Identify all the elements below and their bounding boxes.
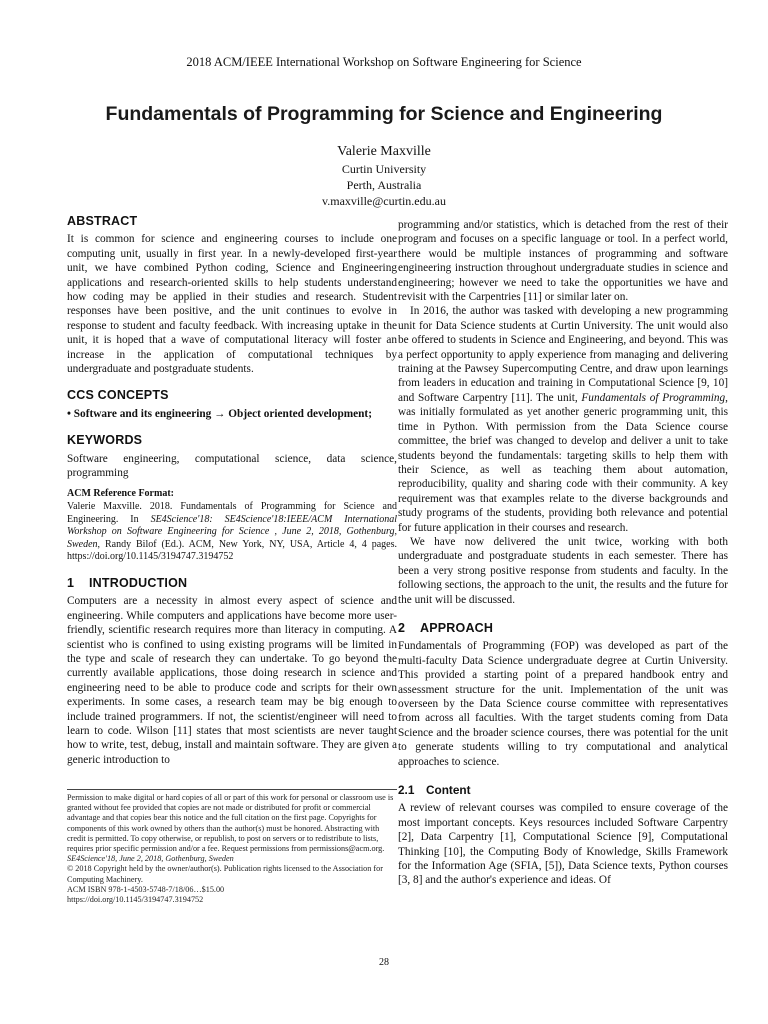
introduction-heading [67, 576, 397, 590]
ccs-heading: CCS CONCEPTS [67, 388, 169, 403]
paper-title: Fundamentals of Programming for Science and Engineering [105, 103, 663, 125]
reference-format-text [67, 501, 397, 564]
author-name: Valerie Maxville [337, 144, 431, 159]
intro-continuation: programming and/or statistics, which is detached from the rest of their program and focuses on a specific language or tool. In a perfect world, there would be multiple instances of programming and software engineering instruction throughout undergraduate studies in science and engineering; however we need to take the opportunities we have and revisit with the Carpentries [11] or similar later on. [398, 219, 728, 304]
author-affiliation: Curtin University [341, 162, 427, 176]
reference-format-part2: , Randy Bilof (Ed.). ACM, New York, NY, USA, Article 4, 4 pages. https://doi.org/10.1145/3194747.3194752 [67, 538, 397, 563]
copyright-footnote [67, 789, 397, 905]
footnote-doi[interactable]: https://doi.org/10.1145/3194747.3194752 [67, 895, 204, 905]
author-location: Perth, Australia [346, 178, 422, 192]
right-column [398, 218, 728, 888]
approach-title: APPROACH [420, 620, 494, 635]
content-text: A review of relevant courses was compiled to ensure coverage of the most important concepts. Keys resources included Software Carpentry [2], Data Carpentry [1], Computational Science [9], Computational Thinking [10], the Computing Body of Knowledge, Skills Framework for the Information Age (SFIA, [5]), Data Science texts, Python courses [3, 8] and the author's experience and ideas. Of [398, 802, 728, 887]
footnote-copyright: © 2018 Copyright held by the owner/author(s). Publication rights licensed to the Association for Computing Machinery. [67, 864, 383, 884]
introduction-title: INTRODUCTION [89, 575, 188, 590]
keywords-text: Software engineering, computational science, data science, programming [67, 452, 397, 480]
reference-format-part1: Valerie Maxville. 2018. Fundamentals of Programming for Science and Engineering. In [67, 500, 397, 525]
ccs-item: • Software and its engineering → Object oriented development; [67, 407, 372, 420]
page-number: 28 [379, 957, 389, 968]
footnote-isbn: ACM ISBN 978-1-4503-5748-7/18/06…$15.00 [67, 884, 225, 894]
keywords-heading: KEYWORDS [67, 433, 143, 448]
author-email[interactable]: v.maxville@curtin.edu.au [322, 194, 446, 208]
intro-paragraph-3: We have now delivered the unit twice, working with both undergraduate and postgraduate students in each semester. There has been a very strong positive response from students and faculty. In the following sections, the approach to the unit, the results and the future for the unit will be discussed. [398, 535, 728, 606]
introduction-text: Computers are a necessity in almost every aspect of science and engineering. While computers and applications have become more user-friendly, scientific research requires more than literacy in computing. A scientist who is confined to using existing programs will be limited in the type and scale of research they can undertake. To go beyond the currently available applications, those doing research in science and engineering need to be able to produce code and scripts for their own experiments. In some cases, a research team may be big enough to include trained programmers. If not, the scientist/engineer will need to learn to code. Wilson [11] states that most scientists are never taught how to write, test, debug, install and maintain software. They are given a generic introduction to [67, 595, 397, 766]
approach-text: Fundamentals of Programming (FOP) was developed as part of the multi-faculty Data Science undergraduate degree at Curtin University. This provided a starting point of a prepared handbook entry and assessment structure for the unit. Implementation of the unit was overseen by the Data Science course committee with representatives from across all faculties. With the target students coming from Data Science and the broader science courses, there was potential for the unit to generate students willing to try computational and analytical approaches to science. [398, 640, 728, 768]
footnote-venue: SE4Science'18, June 2, 2018, Gothenburg, Sweden [67, 854, 234, 864]
reference-format-venue: SE4Science'18: SE4Science'18:IEEE/ACM International Workshop on Software Engineering for Science , June 2, 2018, Gothenburg, Sweden [67, 513, 397, 550]
introduction-number: 1 [67, 575, 75, 590]
left-column [67, 214, 397, 767]
abstract-text: It is common for science and engineering courses to include one computing unit, usually in first year. In a newly-developed first-year unit, we have combined Python coding, Science and Engineering applications and research-oriented skills to help students understand how coding may be applied in their studies and research. Student responses have been positive, and the unit continues to evolve in response to student and faculty feedback. With increasing uptake in the unit, it is hoped that a wave of computational literacy will foster an increase in the application of computational techniques by undergraduate and postgraduate students. [67, 233, 397, 376]
reference-format-label: ACM Reference Format: [67, 487, 174, 499]
approach-heading [398, 621, 728, 635]
approach-number: 2 [398, 620, 406, 635]
content-title: Content [426, 783, 471, 798]
intro-paragraph-2: In 2016, the author was tasked with developing a new programming unit for Data Science students at Curtin University. The unit would also be offered to students in Science and Engineering, and beyond. This was a perfect opportunity to apply experience from managing and delivering training at the Pawsey Supercomputing Centre, and draw upon learnings from leaders in education and training in Computational Science [9, 10] and Software Carpentry [11]. The unit, Fundamentals of Programming, was initially formulated as yet another generic programming unit, this time in Python. With permission from the Data Science course committee, the brief was changed to develop and deliver a unit to take students beyond the fundamentals: targeting skills to help them with their Science, as well as teaching them about automation, reproducibility, quality and sharing code with their community. A key requirement was that examples relate to the diverse backgrounds and study programs of the students, providing both relevance and potential for future application in their courses and research. [398, 305, 728, 534]
footnote-permission: Permission to make digital or hard copies of all or part of this work for personal or classroom use is granted without fee provided that copies are not made or distributed for profit or commercial advantage and that copies bear this notice and the full citation on the first page. Copyrights for components of this work owned by others than the author(s) must be honored. Abstracting with credit is permitted. To copy otherwise, or republish, to post on servers or to redistribute to lists, requires prior specific permission and/or a fee. Request permissions from permissions@acm.org. [67, 793, 394, 854]
content-heading [398, 783, 728, 797]
abstract-heading: ABSTRACT [67, 214, 138, 228]
content-number: 2.1 [398, 783, 415, 798]
author-block [0, 142, 768, 209]
running-header: 2018 ACM/IEEE International Workshop on Software Engineering for Science [186, 55, 582, 69]
unit-name-emphasis: Fundamentals of Programming [581, 391, 726, 404]
